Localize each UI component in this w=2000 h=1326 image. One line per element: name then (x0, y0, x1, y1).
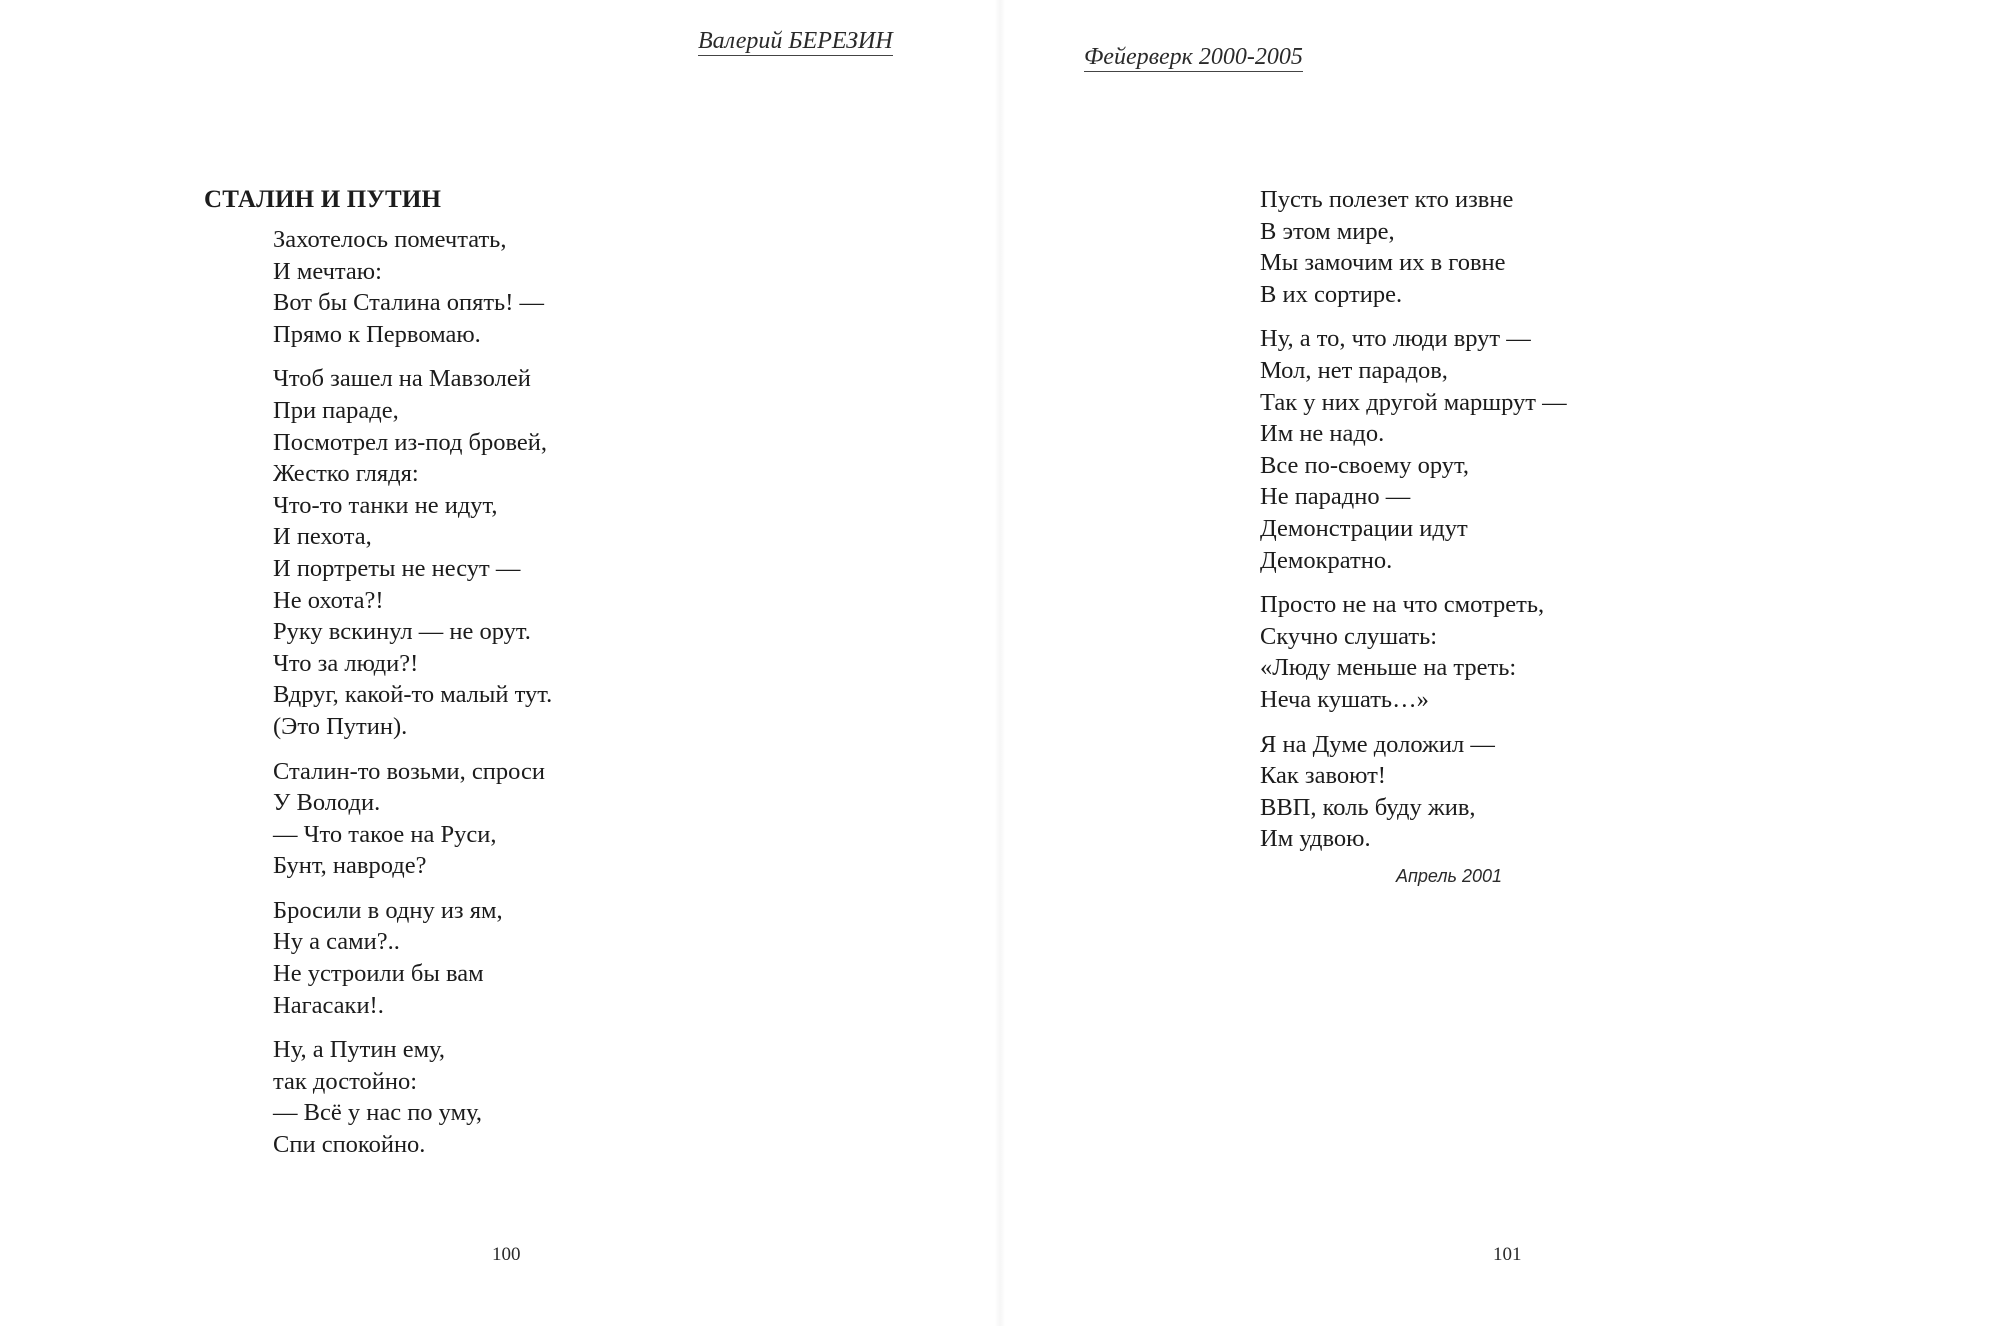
verse-line: Как завоют! (1260, 762, 1386, 790)
stanza (273, 1034, 552, 1160)
stanza (273, 363, 552, 742)
verse-line: (Это Путин). (273, 712, 408, 740)
verse-line: При параде, (273, 396, 399, 424)
verse-line: Ну, а то, что люди врут — (1260, 325, 1531, 353)
page-number: 101 (1493, 1244, 1522, 1265)
verse-line: И пехота, (273, 523, 372, 551)
verse-line: ВВП, коль буду жив, (1260, 793, 1476, 821)
verse-line: Так у них другой маршрут — (1260, 388, 1567, 416)
verse-line: Ну, а Путин ему, (273, 1036, 446, 1064)
right-page (1000, 0, 2000, 1326)
verse-line: Жестко глядя: (273, 460, 419, 488)
verse-line: Прямо к Первомаю. (273, 320, 481, 348)
verse-line: Пусть полезет кто извне (1260, 186, 1514, 213)
verse-line: В этом мире, (1260, 217, 1395, 245)
verse-line: Скучно слушать: (1260, 622, 1438, 650)
verse-line: — Что такое на Руси, (273, 820, 497, 848)
verse-line: Мы замочим их в говне (1260, 249, 1506, 277)
verse-line: Захотелось помечтать, (273, 226, 507, 253)
verse-line: Неча кушать…» (1260, 685, 1429, 713)
verse-line: И мечтаю: (273, 257, 382, 285)
verse-line: В их сортире. (1260, 280, 1403, 308)
poem-column-left (273, 224, 552, 1174)
verse-line: Им удвою. (1260, 825, 1371, 853)
running-head-book-title: Фейерверк 2000-2005 (1084, 44, 1303, 70)
verse-line: Ну а сами?.. (273, 928, 400, 956)
verse-line: так достойно: (273, 1067, 418, 1095)
stanza (1260, 323, 1567, 576)
verse-line: Чтоб зашел на Мавзолей (273, 365, 531, 393)
verse-line: Что-то танки не идут, (273, 491, 498, 519)
verse-line: Посмотрел из-под бровей, (273, 428, 548, 456)
page-number: 100 (492, 1244, 521, 1265)
verse-line: Бунт, навроде? (273, 852, 427, 880)
verse-line: Просто не на что смотреть, (1260, 591, 1545, 619)
verse-line: Не охота?! (273, 586, 384, 614)
verse-line: Спи спокойно. (273, 1131, 426, 1159)
verse-line: Не устроили бы вам (273, 960, 484, 988)
stanza (273, 756, 552, 882)
verse-line: Что за люди?! (273, 649, 419, 677)
verse-line: Все по-своему орут, (1260, 451, 1470, 479)
verse-line: Демократно. (1260, 546, 1393, 574)
verse-line: «Люду меньше на треть: (1260, 654, 1517, 682)
poem-column-right (1260, 184, 1567, 868)
verse-line: Не парадно — (1260, 483, 1411, 511)
poem-title: СТАЛИН И ПУТИН (204, 186, 442, 213)
verse-line: Я на Думе доложил — (1260, 730, 1495, 758)
poem-date: Апрель 2001 (1396, 866, 1502, 886)
verse-line: Вдруг, какой-то малый тут. (273, 681, 553, 709)
verse-line: Мол, нет парадов, (1260, 356, 1448, 384)
verse-line: — Всё у нас по уму, (273, 1099, 483, 1127)
verse-line: Сталин-то возьми, спроси (273, 757, 545, 785)
verse-line: Руку вскинул — не орут. (273, 618, 531, 646)
stanza (273, 224, 552, 350)
stanza (1260, 184, 1567, 310)
verse-line: У Володи. (273, 789, 381, 817)
stanza (273, 895, 552, 1021)
stanza (1260, 589, 1567, 715)
verse-line: Им не надо. (1260, 420, 1385, 448)
running-head-author: Валерий БЕРЕЗИН (698, 28, 893, 54)
verse-line: Демонстрации идут (1260, 514, 1468, 542)
stanza (1260, 729, 1567, 855)
verse-line: И портреты не несут — (273, 554, 521, 582)
verse-line: Вот бы Сталина опять! — (273, 289, 545, 317)
verse-line: Бросили в одну из ям, (273, 896, 503, 924)
verse-line: Нагасаки!. (273, 991, 384, 1019)
